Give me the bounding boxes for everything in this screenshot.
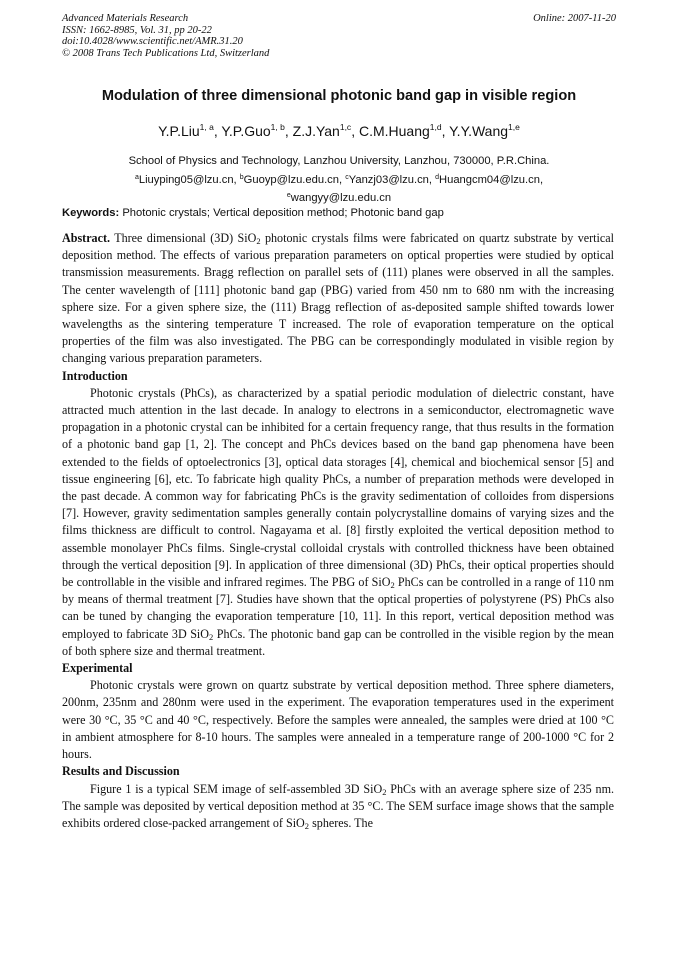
author-name: Z.J.Yan	[292, 123, 340, 139]
email-address: Huangcm04@lzu.cn	[439, 173, 540, 186]
email-address: wangyy@lzu.edu.cn	[290, 192, 392, 204]
paper-title: Modulation of three dimensional photonic band gap in visible region	[101, 88, 577, 104]
author-sup: 1, b	[270, 122, 285, 132]
email-address: Liuyping05@lzu.cn	[138, 173, 234, 186]
section-heading-experimental: Experimental	[62, 661, 133, 676]
author-name: Y.P.Guo	[221, 123, 271, 139]
author-sup: 1,e	[508, 122, 520, 132]
journal-copyright: © 2008 Trans Tech Publications Ltd, Switzerland	[62, 47, 270, 59]
section-heading-results: Results and Discussion	[62, 764, 180, 779]
author-name: C.M.Huang	[358, 123, 430, 139]
author-name: Y.P.Liu	[158, 123, 200, 139]
journal-name: Advanced Materials Research	[62, 13, 189, 24]
keywords-label: Keywords:	[62, 207, 120, 219]
keywords-text: Photonic crystals; Vertical deposition method; Photonic band gap	[122, 207, 444, 219]
affiliation: School of Physics and Technology, Lanzhou University, Lanzhou, 730000, P.R.China.	[128, 155, 550, 167]
introduction-paragraph: Photonic crystals (PhCs), as characterized by a spatial periodic modulation of dielectric constant, have attracted much attention in the last decade. In analogy to electrons in a semiconductor, electromagnetic wave propagation in a photonic crystal can be inhibited for a certain frequency range, that thus results in the formation of a photonic band gap [1, 2]. The concept and PhCs devices based on the band gap phenomena have been extended to the fields of optoelectronics [3], optical data storages [4], chemical and biochemical sensor [5] and tissue engineering [6], etc. To fabricate high quality PhCs, a number of preparation methods were developed in the past decade. A common way for fabricating PhCs is the gravity sedimentation of colloides from dispersions [7]. However, gravity sedimentation samples generally contain polycrystalline domains of varying sizes and the films thickness are difficult to control. Nagayama et al. [8] firstly exploited the vertical deposition method to assemble monolayer PhCs films. Single-crystal colloidal crystals with controlled thickness have been obtained through the vertical deposition [9]. In application of three dimensional (3D) PhCs, their optical properties should be controllable in the visible and infrared regimes. The PBG of SiO$_2$ PhCs can be controlled in a range of 110 nm by means of thermal treatment [7]. Studies have shown that the optical properties of polystyrene (PS) PhCs also can be tuned by changing the evaporation temperature [10, 11]. In this report, vertical deposition method was employed to fabricate 3D SiO$_2$ PhCs. The photonic band gap can be controlled in the visible region by the mean of both sphere size and thermal treatment.	[62, 385, 614, 658]
email-line: $^a$Liuyping05@lzu.cn, $^b$Guoyp@lzu.edu.cn, $^c$Yanzj03@lzu.cn, $^d$Huangcm04@lzu.cn,	[134, 173, 544, 186]
email-address: Guoyp@lzu.edu.cn	[243, 173, 339, 186]
paper-body	[62, 230, 614, 832]
email-address: Yanzj03@lzu.cn	[348, 173, 429, 186]
abstract-label: Abstract.	[62, 231, 111, 245]
author-sup: 1,d	[429, 122, 442, 132]
author-sup: 1,c	[339, 122, 352, 132]
results-paragraph: Figure 1 is a typical SEM image of self-assembled 3D SiO$_2$ PhCs with an average sphere size of 235 nm. The sample was deposited by vertical deposition method at 35 °C. The SEM surface image shows that the sample exhibits ordered close-packed arrangement of SiO$_2$ spheres. The	[62, 781, 615, 831]
email-line: $^e$wangyy@lzu.edu.cn	[286, 192, 392, 204]
author-list: Y.P.Liu$^{1, a}$, Y.P.Guo$^{1, b}$, Z.J.Yan$^{1,c}$, C.M.Huang$^{1,d}$, Y.Y.Wang$^{1,e}$	[158, 122, 520, 139]
online-date: Online: 2007-11-20	[533, 13, 616, 24]
keywords-line	[62, 207, 444, 219]
journal-header	[62, 13, 269, 59]
affiliation-block	[20, 153, 658, 207]
author-name: Y.Y.Wang	[449, 123, 509, 139]
journal-doi: doi:10.4028/www.scientific.net/AMR.31.20	[62, 36, 243, 47]
section-heading-introduction: Introduction	[62, 368, 128, 383]
abstract-paragraph: Abstract. Three dimensional (3D) SiO$_2$ photonic crystals films were fabricated on quartz substrate by vertical deposition method. The effects of various preparation parameters on optical properties were studied by optical transmission measurements. Bragg reflection on parallel sets of (111) planes were observed in all the samples. The center wavelength of [111] photonic band gap (PBG) varied from 450 nm to 680 nm with the increasing sphere size. For a given sphere size, the (111) Bragg reflection of as-deposited sample shifted towards lower wavelengths as the sintering temperature T increased. The role of evaporation temperature on the optical properties of the film was also investigated. The PBG can be correspondingly modulated in visible region by changing various preparation parameters.	[62, 231, 614, 366]
journal-issn: ISSN: 1662-8985, Vol. 31, pp 20-22	[62, 24, 212, 36]
experimental-paragraph: Photonic crystals were grown on quartz substrate by vertical deposition method. Three sphere diameters, 200nm, 235nm and 280nm were used in the experiment. The evaporation temperatures used in the experiment were 30 °C, 35 °C and 40 °C, respectively. Before the samples were annealed, the samples were dried at 100 °C in ambient atmosphere for 8-10 hours. The samples were annealed in a temperature range of 200-1000 °C for 2 hours.	[62, 678, 614, 762]
author-sup: 1, a	[199, 122, 214, 132]
